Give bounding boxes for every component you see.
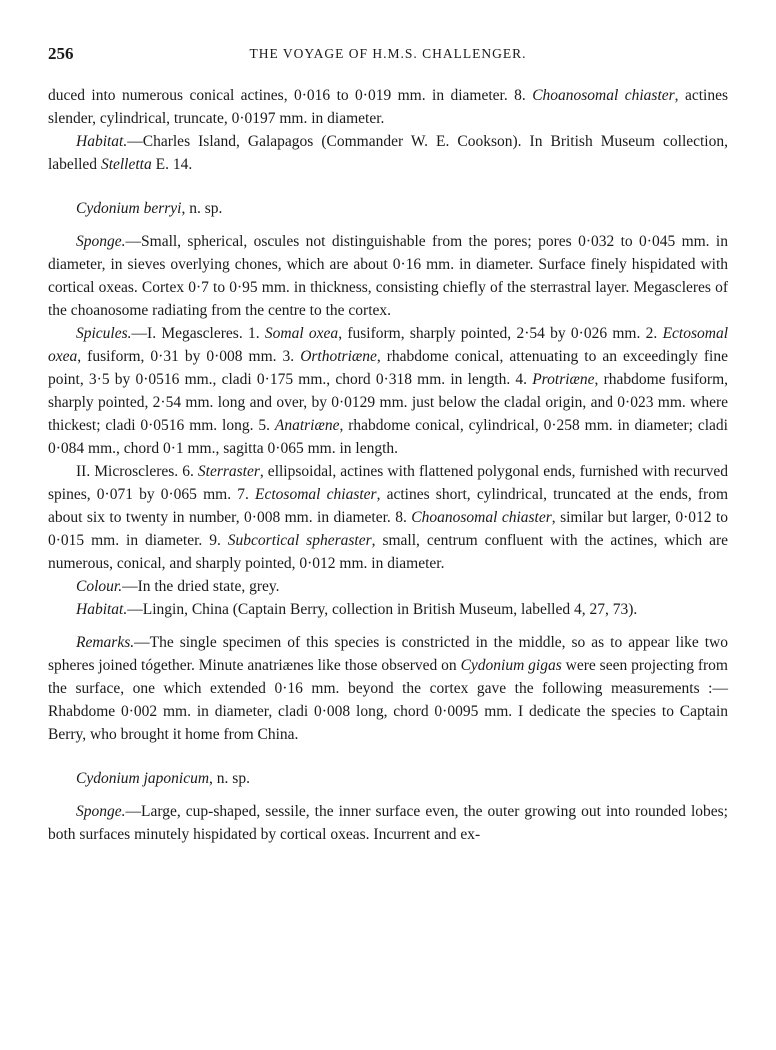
habitat-paragraph: Habitat.—Charles Island, Galapagos (Commander W. E. Cookson). In British Museum collection, labelled Stelletta E. 14. <box>48 133 728 173</box>
body-text <box>48 84 728 846</box>
running-title: THE VOYAGE OF H.M.S. CHALLENGER. <box>249 46 527 61</box>
remarks-paragraph: Remarks.—The single specimen of this species is constricted in the middle, so as to appear like two spheres joined tógether. Minute anatriænes like those observed on Cydonium gigas were seen projecting from the surface, one which extended 0·16 mm. beyond the cortex gave the following measurements :—Rhabdome 0·002 mm. in diameter, cladi 0·008 long, chord 0·0095 mm. I dedicate the species to Captain Berry, who brought it home from China. <box>48 634 728 743</box>
colour-paragraph: Colour.—In the dried state, grey. <box>76 578 280 595</box>
page-number: 256 <box>48 44 74 63</box>
microscleres-paragraph: II. Microscleres. 6. Sterraster, ellipsoidal, actines with flattened polygonal ends, furnished with recurved spines, 0·071 by 0·065 mm. 7. Ectosomal chiaster, actines short, cylindrical, truncated at the ends, from about six to twenty in number, 0·008 mm. in diameter. 8. Choanosomal chiaster, similar but larger, 0·012 to 0·015 mm. in diameter. 9. Subcortical spheraster, small, centrum confluent with the actines, which are numerous, conical, and sharply pointed, 0·012 mm. in diameter. <box>48 463 729 572</box>
habitat-paragraph-berryi: Habitat.—Lingin, China (Captain Berry, collection in British Museum, labelled 4, 27, 73). <box>76 601 638 618</box>
sponge-paragraph-japonicum: Sponge.—Large, cup-shaped, sessile, the inner surface even, the outer growing out into rounded lobes; both surfaces minutely hispidated by cortical oxeas. Incurrent and ex- <box>48 803 728 843</box>
species-heading-japonicum: Cydonium japonicum, n. sp. <box>76 770 250 787</box>
sponge-paragraph: Sponge.—Small, spherical, oscules not distinguishable from the pores; pores 0·032 to 0·045 mm. in diameter, in sieves overlying chones, which are about 0·16 mm. in diameter. Surface finely hispidated with cortical oxeas. Cortex 0·7 to 0·95 mm. in thickness, consisting chiefly of the sterrastral layer. Megascleres of the choanosome radiating from the centre to the cortex. <box>48 233 728 319</box>
page-header <box>48 44 728 64</box>
continued-paragraph: duced into numerous conical actines, 0·016 to 0·019 mm. in diameter. 8. Choanosomal chiaster, actines slender, cylindrical, truncate, 0·0197 mm. in diameter. <box>48 87 728 127</box>
spicules-paragraph: Spicules.—I. Megascleres. 1. Somal oxea, fusiform, sharply pointed, 2·54 by 0·026 mm. 2. Ectosomal oxea, fusiform, 0·31 by 0·008 mm. 3. Orthotriæne, rhabdome conical, attenuating to an exceedingly fine point, 3·5 by 0·0516 mm., cladi 0·175 mm., chord 0·318 mm. in length. 4. Protriæne, rhabdome fusiform, sharply pointed, 2·54 mm. long and over, by 0·0129 mm. just below the cladal origin, and 0·023 mm. where thickest; cladi 0·0516 mm. long. 5. Anatriæne, rhabdome conical, cylindrical, 0·258 mm. in diameter; cladi 0·084 mm., chord 0·1 mm., sagitta 0·065 mm. in length. <box>48 325 729 457</box>
species-heading-berryi: Cydonium berryi, n. sp. <box>76 200 223 217</box>
